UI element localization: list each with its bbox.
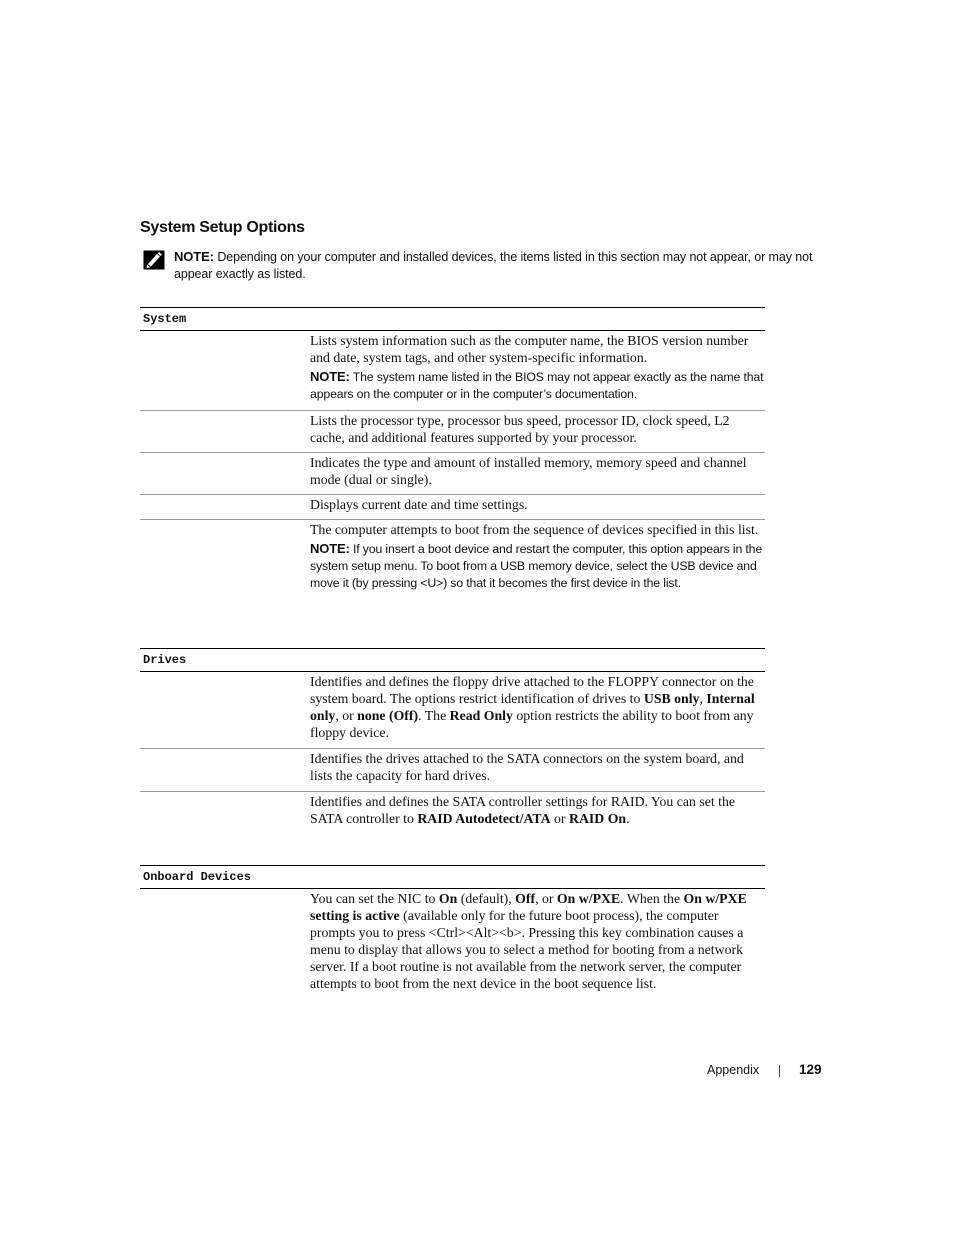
drives-header: Drives (140, 648, 765, 672)
row-description: You can set the NIC to On (default), Off, or On w/PXE. When the On w/PXE setting is active (available only for the future boot process), the computer prompts you to press <Ctrl><Alt><b>. Pressing this key combination causes a menu to display that allows you to select a method for booting from a network server. If a boot routine is not available from the network server, the computer attempts to boot from the next device in the boot sequence list. (310, 891, 747, 991)
table-row (140, 889, 765, 1014)
table-row (140, 520, 765, 615)
footer-divider (779, 1065, 780, 1077)
row-description: Lists the processor type, processor bus speed, processor ID, clock speed, L2 cache, and additional features supported by your processor. (310, 413, 730, 445)
row-description: Indicates the type and amount of installed memory, memory speed and channel mode (dual or single). (310, 455, 747, 487)
table-row (140, 453, 765, 495)
note-pencil-icon (143, 250, 165, 270)
row-note: NOTE: The system name listed in the BIOS may not appear exactly as the name that appears on the computer or in the computer’s documentation. (310, 369, 764, 401)
footer-section-label: Appendix (707, 1063, 760, 1077)
drives-table (140, 648, 765, 832)
page-title: System Setup Options (140, 219, 305, 236)
table-row (140, 331, 765, 411)
table-row (140, 792, 765, 832)
row-description: Lists system information such as the computer name, the BIOS version number and date, system tags, and other system-specific information. (310, 333, 749, 365)
row-description: The computer attempts to boot from the sequence of devices specified in this list. (310, 522, 759, 537)
onboard-devices-header: Onboard Devices (140, 865, 765, 889)
table-row (140, 411, 765, 453)
onboard-devices-table (140, 865, 765, 1014)
table-row (140, 749, 765, 792)
table-row (140, 495, 765, 520)
top-note (140, 248, 820, 283)
page-footer (700, 1061, 822, 1083)
system-header: System (140, 307, 765, 331)
page-number: 129 (799, 1062, 822, 1077)
row-description: Identifies and defines the SATA controller settings for RAID. You can set the SATA controller to RAID Autodetect/ATA or RAID On. (310, 794, 735, 826)
note-text: Depending on your computer and installed devices, the items listed in this section may not appear, or may not appear exactly as listed. (174, 250, 813, 281)
row-note: NOTE: If you insert a boot device and restart the computer, this option appears in the system setup menu. To boot from a USB memory device, select the USB device and move it (by pressing <U>) so that it becomes the first device in the list. (310, 541, 763, 590)
row-description: Identifies and defines the floppy drive attached to the FLOPPY connector on the system board. The options restrict identification of drives to USB only, Internal only, or none (Off). The Read Only option restricts the ability to boot from any floppy device. (310, 674, 755, 740)
table-row (140, 672, 765, 749)
row-description: Identifies the drives attached to the SATA connectors on the system board, and lists the capacity for hard drives. (310, 751, 744, 783)
note-label: NOTE: (174, 249, 214, 264)
row-description: Displays current date and time settings. (310, 497, 528, 512)
system-table (140, 307, 765, 615)
